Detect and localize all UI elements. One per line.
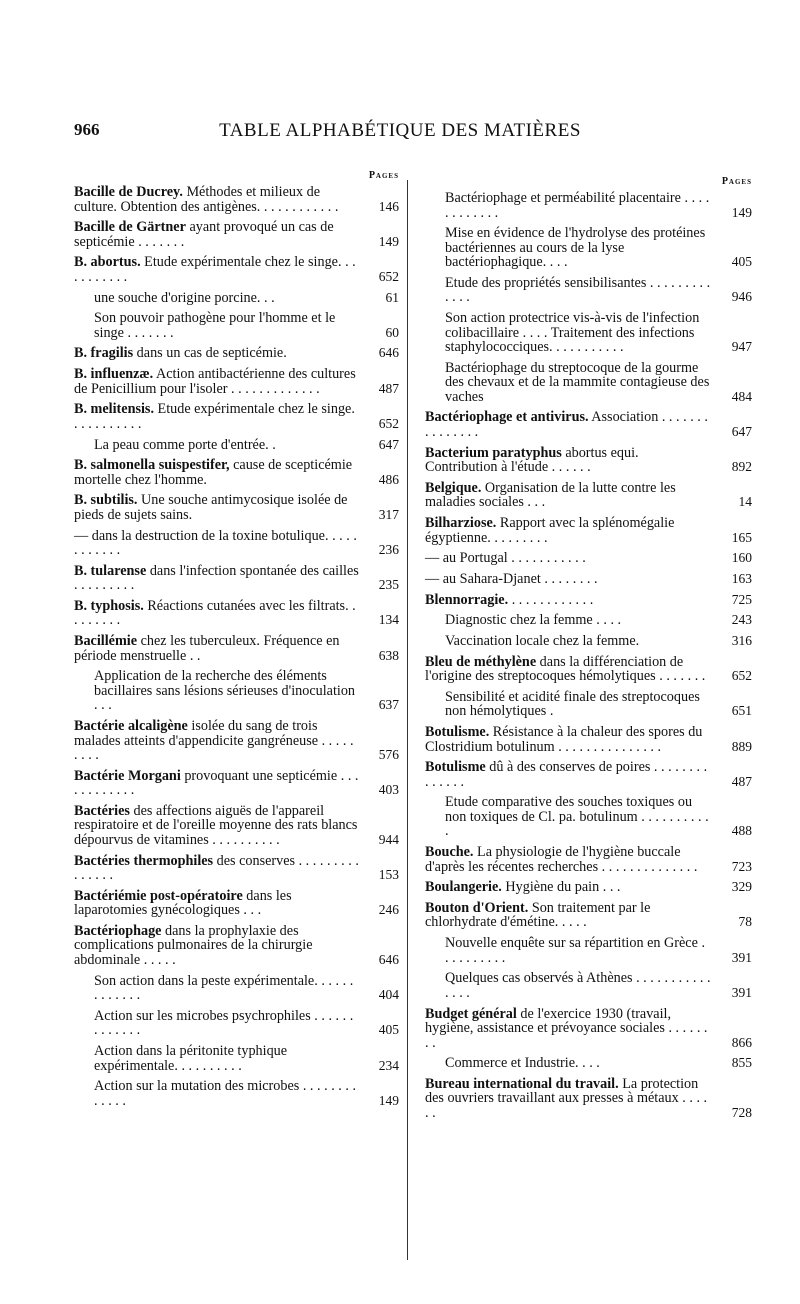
index-entry [74,493,399,522]
entry-text [74,889,359,918]
entry-page: 647 [378,436,399,452]
index-entry [74,185,399,214]
entry-text [425,572,712,587]
entry-page: 391 [731,984,752,1000]
entry-page: 234 [378,1057,399,1073]
index-entry [425,551,752,566]
entry-page: 235 [378,577,399,593]
index-entry [425,655,752,684]
right-column [425,176,752,1127]
entry-headword: B. influenzæ. [74,366,154,383]
entry-page: 646 [378,345,399,361]
entry-description: dans la prophylaxie des complications pulmonaires de la chirurgie abdominale . . . . . [74,922,313,968]
entry-page: 647 [731,423,752,439]
entry-page: 153 [378,867,399,883]
index-entry [74,255,399,284]
entry-headword: Belgique. [425,479,482,496]
index-entry [425,845,752,874]
index-entry [74,634,399,663]
entry-headword: Bureau international du travail. [425,1075,619,1092]
entry-text [74,185,359,214]
entry-page: 404 [378,987,399,1003]
entry-page: 484 [731,388,752,404]
entry-description: Sensibilité et acidité finale des streptocoques non hémolytiques . [445,688,700,720]
index-entry [74,458,399,487]
entry-description: dans un cas de septicémie. [133,345,287,362]
index-entry [74,438,399,453]
pages-label: Pages [368,170,399,181]
entry-headword: Botulisme. [425,724,490,740]
entry-text [425,634,712,649]
entry-headword: Bactérie Morgani [74,767,181,784]
entry-description: ayant provoqué un cas de septicémie . . . . . . . [74,219,334,250]
entry-description: Nouvelle enquête sur sa répartition en Grèce . . . . . . . . . . [445,935,705,966]
entry-text [74,529,359,558]
index-entry [74,402,399,431]
entry-description: Rapport avec la splénomégalie égyptienne. . . . . . . . . [425,515,675,546]
entry-text [74,220,359,249]
entry-headword: Budget général [425,1005,517,1022]
index-entry [74,769,399,798]
entry-text [74,1009,359,1038]
entry-description: Son pouvoir pathogène pour l'homme et le singe . . . . . . . [94,310,336,341]
index-entry [425,1007,752,1051]
entry-description: Son traitement par le chlorhydrate d'émétine. . . . . [425,899,651,931]
entry-text [425,655,712,684]
entry-page: 487 [378,380,399,396]
entry-description: . . . . . . . . . . . . [508,591,594,608]
entry-page: 947 [731,339,752,355]
entry-text [425,410,712,439]
entry-page: 405 [731,254,752,270]
entry-page: 391 [731,949,752,965]
entry-description: dans l'infection spontanée des cailles . . . . . . . . . [74,562,359,594]
entry-text [425,936,712,965]
entry-headword: Bacillémie [74,633,138,650]
index-entry [425,226,752,270]
entry-page: 163 [731,570,752,586]
index-entry [425,690,752,719]
entry-page: 944 [378,831,399,847]
entry-page: 892 [731,459,752,475]
index-entry [425,795,752,839]
entry-description: Vaccination locale chez la femme. [445,632,640,649]
entry-page: 488 [731,823,752,839]
entry-description: — dans la destruction de la toxine botulique. . . . . . . . . . . . [74,527,357,559]
entry-page: 165 [731,529,752,545]
entry-description: Action antibactérienne des cultures de Penicillium pour l'isoler . . . . . . . . . . . . . [74,366,356,397]
entry-description: Action sur les microbes psychrophiles . . . . . . . . . . . . . [94,1007,354,1039]
entry-description: La protection des ouvriers travaillant aux presses à métaux . . . . . . [425,1075,708,1121]
entry-description: — au Sahara-Djanet . . . . . . . . [425,570,598,587]
entry-description: dans la différenciation de l'origine des streptocoques hémolytiques . . . . . . . [425,653,706,685]
entry-text [74,493,359,522]
entry-headword: Bactéries thermophiles [74,852,214,869]
pages-label: Pages [721,176,752,187]
entry-page: 149 [378,233,399,249]
entry-page: 652 [378,415,399,431]
index-entry [425,361,752,405]
entry-description: La physiologie de l'hygiène buccale d'après les récentes recherches . . . . . . . . . . . . . . [425,844,698,875]
index-entry [74,974,399,1003]
entry-page: 246 [378,902,399,918]
index-entry [74,1044,399,1073]
entry-description: Hygiène du pain . . . [501,879,621,896]
index-entry [425,880,752,895]
entry-description: Action dans la péritonite typhique expérimentale. . . . . . . . . . [94,1043,288,1074]
index-entry [425,634,752,649]
entry-description: dû à des conserves de poires . . . . . . . . . . . . . . [425,759,708,790]
entry-description: provoquant une septicémie . . . . . . . . . . . . [74,767,359,799]
entry-page: 946 [731,289,752,305]
entry-text [425,311,712,355]
entry-description: Mise en évidence de l'hydrolyse des protéines bactériennes au cours de la lyse bactériophagique. . . . [445,225,706,271]
index-entry [425,725,752,754]
index-entry [74,529,399,558]
entry-page: 316 [731,632,752,648]
entry-page: 317 [378,506,399,522]
entry-headword: Bleu de méthylène [425,653,537,670]
entry-page: 487 [731,773,752,789]
entry-page: 652 [731,668,752,684]
entry-text [425,361,712,405]
entry-description: isolée du sang de trois malades atteints d'appendicite gangréneuse . . . . . . . . . [74,718,354,763]
entry-description: Son action protectrice vis-à-vis de l'infection colibacillaire . . . . Traitement des infections staphylococciques. . . . . . . . . . . [445,310,700,356]
entry-description: Commerce et Industrie. . . . [445,1055,600,1072]
entry-text [74,346,359,361]
running-title: TABLE ALPHABÉTIQUE DES MATIÈRES [219,120,581,141]
entry-headword: Bactérie alcaligène [74,718,188,734]
entry-text [74,804,359,848]
entry-headword: Bactériémie post-opératoire [74,887,243,904]
entry-description: Organisation de la lutte contre les maladies sociales . . . [425,479,676,511]
index-entry [425,971,752,1000]
entry-page: 78 [738,914,752,930]
entry-description: Résistance à la chaleur des spores du Clostridium botulinum . . . . . . . . . . . . . . . [425,724,703,755]
entry-description: Etude expérimentale chez le singe. . . . . . . . . . . [74,401,355,432]
entry-text [425,725,712,754]
entry-text [74,1044,359,1073]
entry-page: 855 [731,1055,752,1071]
index-entry [74,564,399,593]
entry-page: 14 [738,494,752,510]
entry-page: 723 [731,858,752,874]
entry-description: Etude des propriétés sensibilisantes . . . . . . . . . . . . . [445,274,711,306]
index-entry [74,924,399,968]
entry-text [74,255,359,284]
entry-description: Application de la recherche des éléments bacillaires sans lésions sérieuses d'inoculation . . . [94,668,356,714]
entry-text [74,854,359,883]
entry-text [74,669,359,713]
entry-description: Bactériophage du streptocoque de la gourme des chevaux et de la mammite contagieuse des vaches [445,359,710,405]
index-entry [74,599,399,628]
entry-text [425,226,712,270]
entry-text [425,1056,712,1071]
left-column [74,170,399,1114]
entry-headword: Boulangerie. [425,879,502,896]
entry-text [425,845,712,874]
entry-description: Son action dans la peste expérimentale. . . . . . . . . . . . . [94,972,354,1004]
entry-description: Réactions cutanées avec les filtrats. . . . . . . . . [74,597,356,629]
entry-page: 160 [731,550,752,566]
entry-page: 646 [378,951,399,967]
index-entry [425,593,752,608]
entry-text [74,719,359,763]
index-entry [425,410,752,439]
entry-text [425,880,712,895]
entry-description: Etude comparative des souches toxiques ou non toxiques de Cl. pa. botulinum . . . . . . . . . . . [445,794,709,840]
index-entry [425,613,752,628]
entry-text [74,1079,359,1108]
entry-text [425,516,712,545]
entry-headword: Bouche. [425,844,474,861]
index-entry [425,1056,752,1071]
entry-page: 403 [378,782,399,798]
entry-page: 60 [385,324,399,340]
index-entry [74,346,399,361]
index-entry [425,1077,752,1121]
index-entry [74,804,399,848]
entry-headword: B. tularense [74,562,147,579]
entry-text [74,402,359,431]
entry-page: 329 [731,879,752,895]
index-entry [74,854,399,883]
entry-headword: B. salmonella suispestifer, [74,457,230,474]
entry-description: dans les laparotomies gynécologiques . . . [74,887,292,919]
entry-page: 405 [378,1022,399,1038]
entry-description: abortus equi. Contribution à l'étude . . . . . . [425,444,639,476]
index-entry [74,1079,399,1108]
entry-headword: B. typhosis. [74,597,144,614]
entry-text [425,593,712,608]
entry-page: 149 [731,204,752,220]
entry-headword: Bacterium paratyphus [425,444,562,461]
entry-text [74,634,359,663]
entry-description: Etude expérimentale chez le singe. . . . . . . . . . . [74,254,356,285]
index-entry [74,220,399,249]
index-entry [74,311,399,340]
entry-description: Bactériophage et perméabilité placentaire . . . . . . . . . . . . [445,190,710,221]
index-entry [425,191,752,220]
entry-text [74,974,359,1003]
entry-text [425,1007,712,1051]
index-entry [425,311,752,355]
entry-description: Quelques cas observés à Athènes . . . . . . . . . . . . . . . [445,970,711,1001]
entry-description: Action sur la mutation des microbes . . . . . . . . . . . . . [94,1078,357,1109]
entry-text [425,551,712,566]
entry-description: Une souche antimycosique isolée de pieds de sujets sains. [74,492,348,523]
entry-page: 61 [385,289,399,305]
entry-text [74,311,359,340]
entry-page: 134 [378,612,399,628]
entry-page: 236 [378,542,399,558]
entry-headword: Bouton d'Orient. [425,899,529,916]
entry-headword: B. abortus. [74,254,141,271]
entry-page: 652 [378,268,399,284]
page-number: 966 [74,120,100,139]
entry-headword: Bactéries [74,802,130,819]
index-entry [74,719,399,763]
index-entry [425,516,752,545]
index-entry [425,936,752,965]
entry-headword: Bilharziose. [425,515,497,531]
entry-description: de l'exercice 1930 (travail, hygiène, assistance et prévoyance sociales . . . . . . . . [425,1005,708,1051]
page-header [0,120,800,154]
entry-description: des conserves . . . . . . . . . . . . . . . [74,852,359,884]
entry-description: Association . . . . . . . . . . . . . . . [425,409,708,440]
entry-headword: Botulisme [425,759,486,776]
entry-description: chez les tuberculeux. Fréquence en période menstruelle . . [74,633,340,664]
entry-description: — au Portugal . . . . . . . . . . . [425,550,586,567]
entry-description: Diagnostic chez la femme . . . . [445,612,622,629]
entry-page: 146 [378,198,399,214]
index-entry [74,669,399,713]
entry-description: cause de scepticémie mortelle chez l'homme. [74,457,353,488]
entry-text [425,901,712,930]
entry-headword: B. fragilis [74,345,134,362]
entry-page: 243 [731,612,752,628]
entry-page: 651 [731,703,752,719]
entry-text [74,291,359,306]
entry-text [74,564,359,593]
entry-headword: Bactériophage et antivirus. [425,409,589,426]
index-entry [74,291,399,306]
index-entry [74,1009,399,1038]
entry-page: 725 [731,591,752,607]
entry-page: 486 [378,471,399,487]
index-entry [425,446,752,475]
entry-headword: Bacille de Ducrey. [74,184,183,200]
entry-text [425,446,712,475]
entry-headword: B. subtilis. [74,492,138,509]
entry-headword: Bacille de Gärtner [74,219,186,236]
entry-page: 149 [378,1092,399,1108]
entry-text [425,795,712,839]
entry-page: 637 [378,697,399,713]
entry-headword: Bactériophage [74,922,162,939]
index-entry [425,481,752,510]
column-divider [407,180,408,1260]
entry-page: 728 [731,1104,752,1120]
entry-text [74,769,359,798]
entry-text [425,276,712,305]
index-entry [74,889,399,918]
entry-text [425,613,712,628]
entry-headword: Blennorragie. [425,591,509,608]
entry-headword: B. melitensis. [74,401,154,418]
entry-description: des affections aiguës de l'appareil respiratoire et de l'oreille moyenne des rats blancs dépourvus de vitamines . . . . . . . . . . [74,802,358,848]
entry-text [74,599,359,628]
entry-text [425,481,712,510]
entry-page: 576 [378,747,399,762]
index-entry [74,367,399,396]
index-entry [425,572,752,587]
entry-page: 866 [731,1034,752,1050]
entry-text [74,438,359,453]
index-entry [425,760,752,789]
index-entry [425,276,752,305]
entry-text [74,924,359,968]
entry-text [425,690,712,719]
entry-text [425,1077,712,1121]
index-entry [425,901,752,930]
entry-description: La peau comme porte d'entrée. . [94,436,276,453]
entry-text [425,760,712,789]
entry-text [425,191,712,220]
entry-text [425,971,712,1000]
entry-page: 638 [378,647,399,663]
entry-description: une souche d'origine porcine. . . [94,289,275,306]
entry-text [74,458,359,487]
entry-text [74,367,359,396]
entry-description: Méthodes et milieux de culture. Obtention des antigènes. . . . . . . . . . . . [74,184,339,215]
entry-page: 889 [731,738,752,754]
